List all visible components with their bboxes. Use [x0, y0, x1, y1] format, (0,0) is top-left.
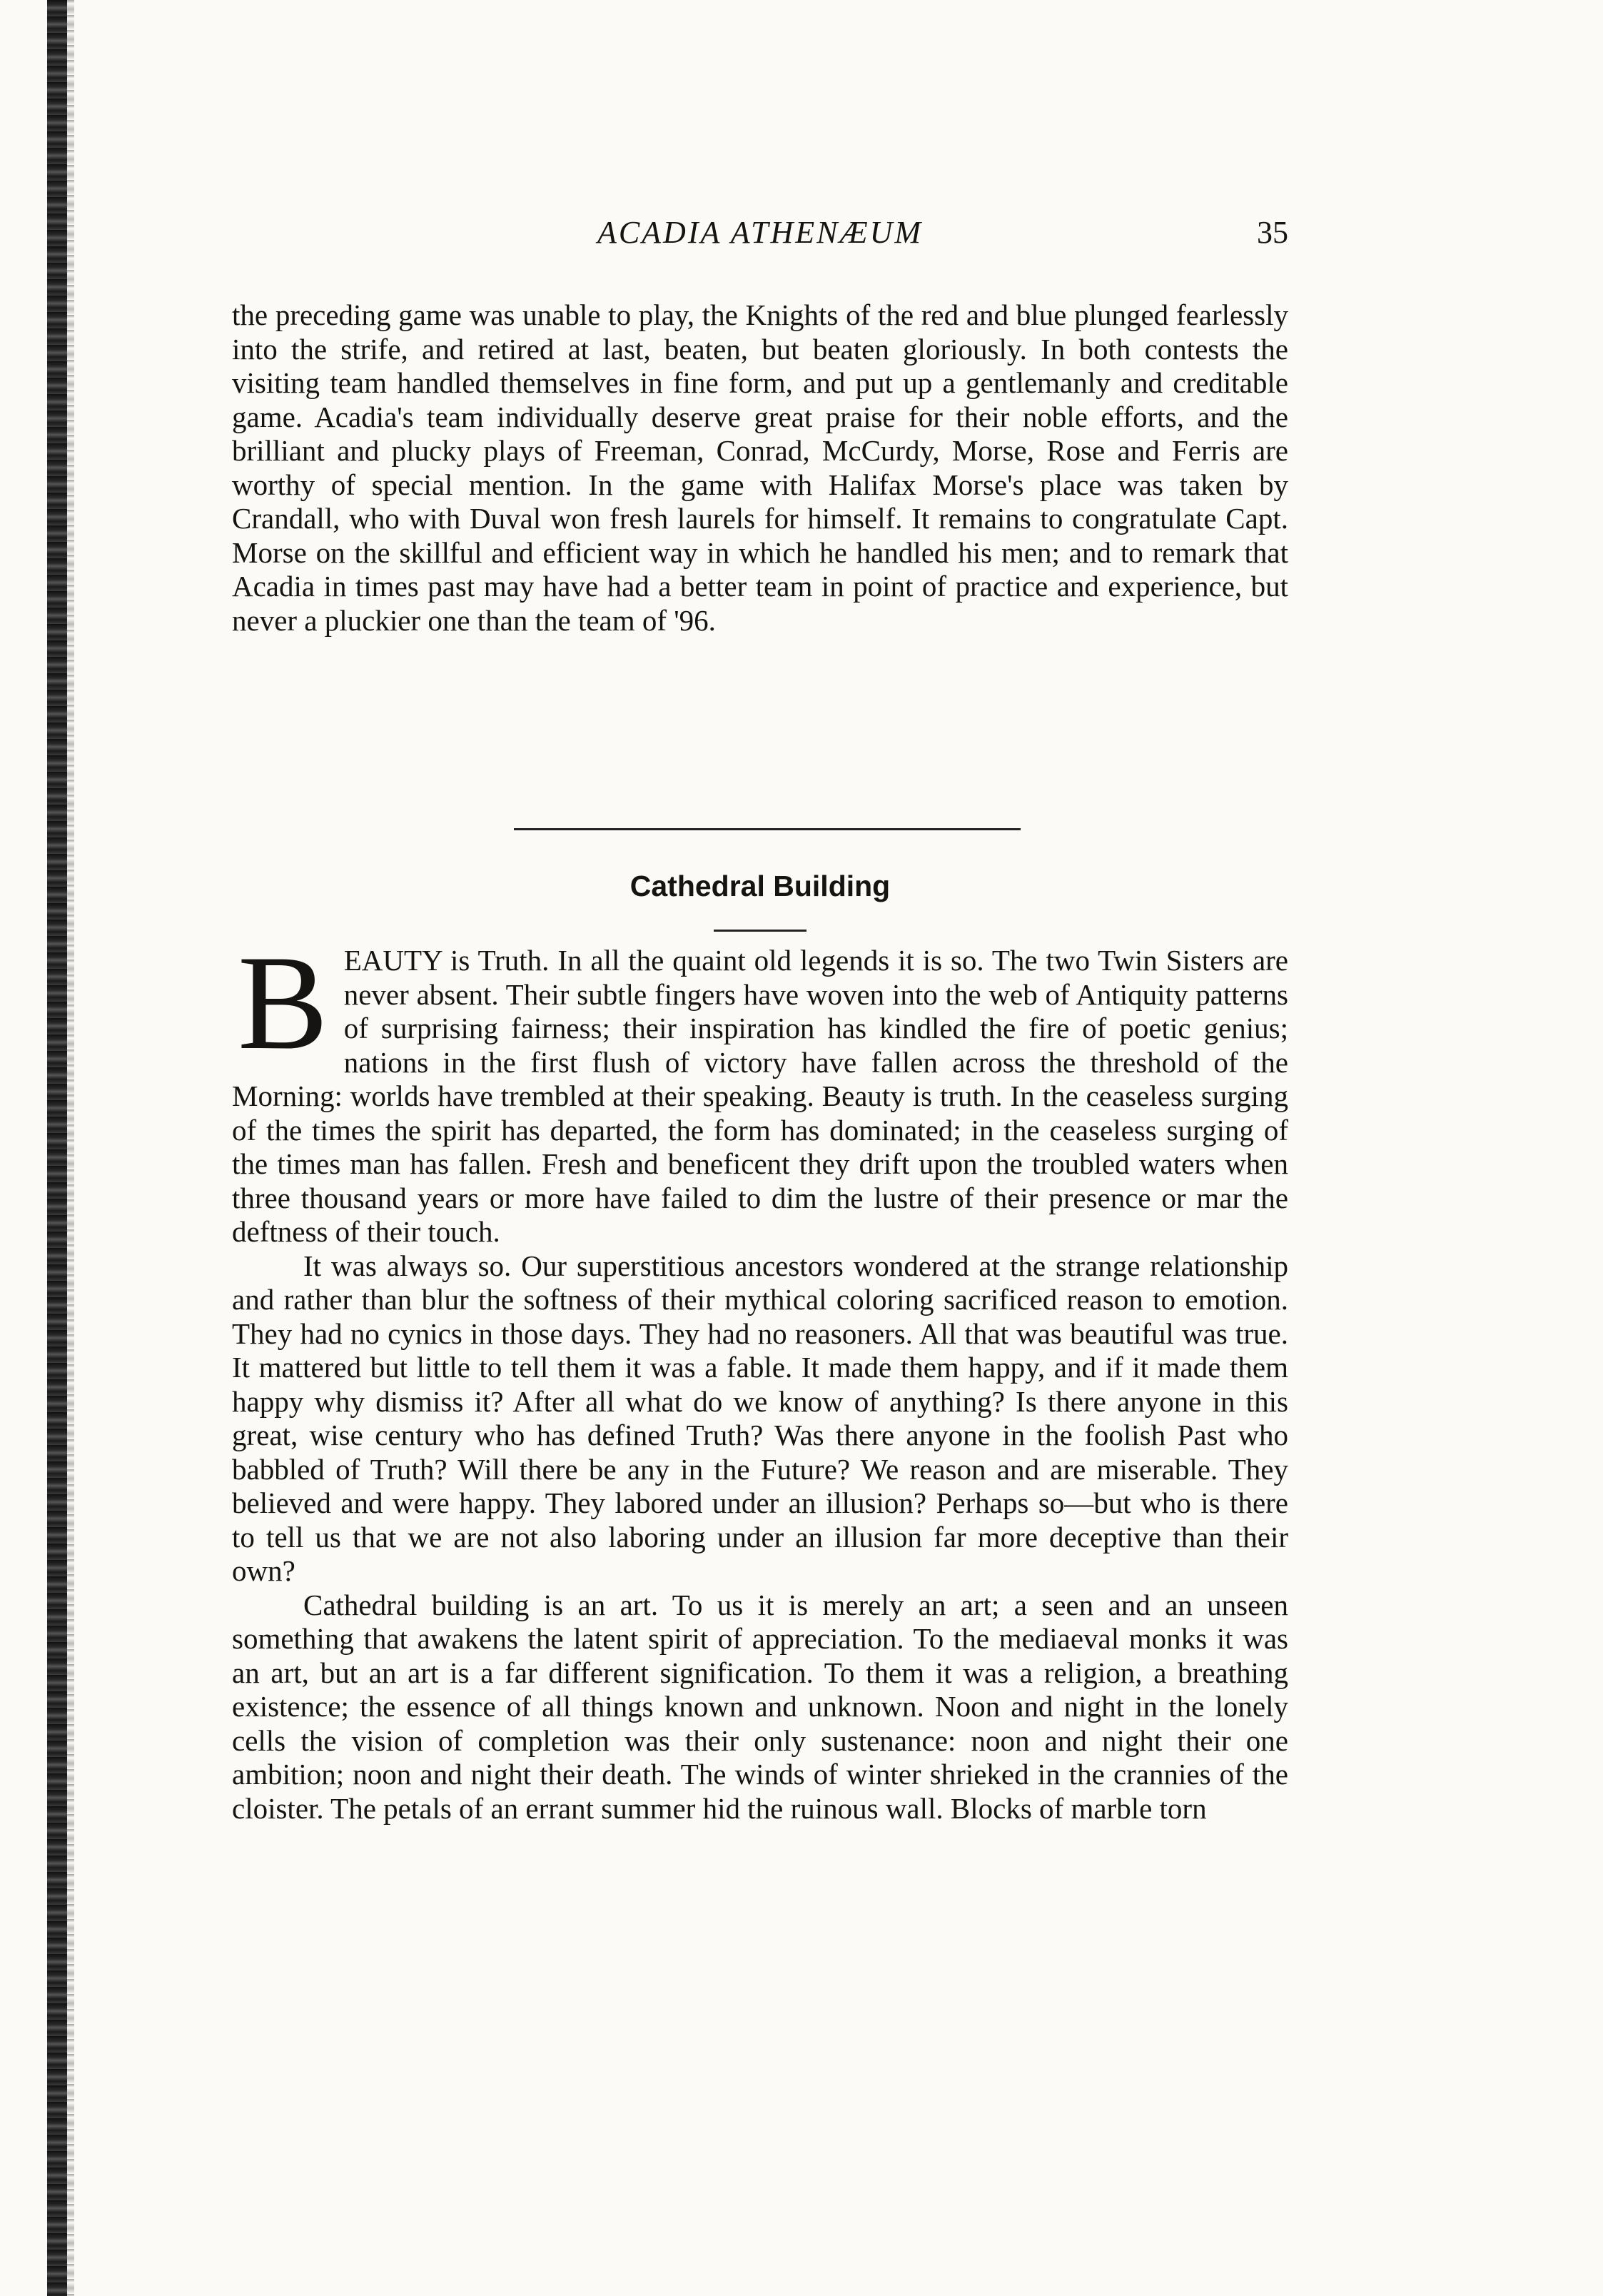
section-divider [514, 828, 1021, 830]
binding-shadow [67, 0, 74, 2296]
running-head: ACADIA ATHENÆUM [597, 215, 924, 250]
paragraph-1-text: EAUTY is Truth. In all the quaint old legends it is so. The two Twin Sisters are never absent. Their subtle fingers have woven into the web of Antiquity patterns of surprising fairness; their inspiration has kindled the fire of poetic genius; nations in the first flush of victory have fallen across the threshold of the Morning: worlds have trembled at their speaking. Beauty is truth. In the ceaseless surging of the times the spirit has departed, the form has dominated; in the ceaseless surging of the times man has fallen. Fresh and beneficent they drift upon the troubled waters when three thousand years or more have failed to dim the lustre of their presence or mar the deftness of their touch. [232, 944, 1288, 1248]
paragraph-3: Cathedral building is an art. To us it is merely an art; a seen and an unseen something that awakens the latent spirit of appreciation. To the mediaeval monks it was an art, but an art is a far different signification. To them it was a religion, a breathing existence; the essence of all things known and unknown. Noon and night in the lonely cells the vision of completion was their only sustenance: noon and night their one ambition; noon and night their death. The winds of winter shrieked in the crannies of the cloister. The petals of an errant summer hid the ruinous wall. Blocks of marble torn [232, 1588, 1288, 1825]
title-underline [714, 930, 806, 932]
paragraph: the preceding game was unable to play, the Knights of the red and blue plunged fearlessly into the strife, and retired at last, beaten, but beaten gloriously. In both contests the visiting team handled themselves in fine form, and put up a gentlemanly and creditable game. Acadia's team individually deserve great praise for their noble efforts, and the brilliant and plucky plays of Freeman, Conrad, McCurdy, Morse, Rose and Ferris are worthy of special mention. In the game with Halifax Morse's place was taken by Crandall, who with Duval won fresh laurels for himself. It remains to congratulate Capt. Morse on the skillful and efficient way in which he handled his men; and to remark that Acadia in times past may have had a better team in point of practice and experience, but never a pluckier one than the team of '96. [232, 298, 1288, 637]
page-number: 35 [1257, 215, 1288, 250]
paragraph-2: It was always so. Our superstitious ancestors wondered at the strange relationship and rather than blur the softness of their mythical coloring sacrificed reason to emotion. They had no cynics in those days. They had no reasoners. All that was beautiful was true. It mattered but little to tell them it was a fable. It made them happy, and if it made them happy why dismiss it? After all what do we know of anything? Is there anyone in this great, wise century who has defined Truth? Was there anyone in the foolish Past who babbled of Truth? Will there be any in the Future? We reason and are miserable. They believed and were happy. They labored under an illusion? Perhaps so—but who is there to tell us that we are not also laboring under an illusion far more deceptive than their own? [232, 1249, 1288, 1587]
paragraph-1 [232, 928, 1288, 1249]
page-header [232, 214, 1288, 257]
article-body [232, 928, 1288, 1826]
previous-article-ending [232, 298, 1288, 638]
article-title: Cathedral Building [629, 870, 891, 902]
drop-cap: B [238, 928, 328, 1078]
book-binding-edge [47, 0, 67, 2296]
